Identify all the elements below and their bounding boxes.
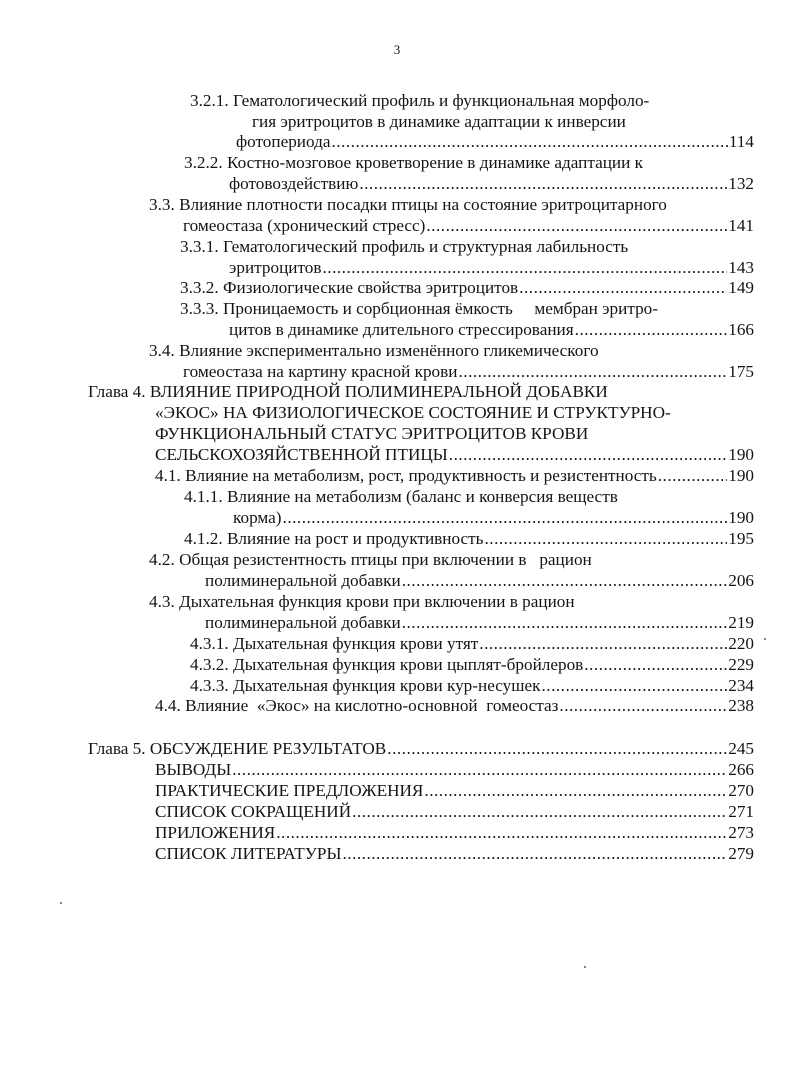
dot-leader — [402, 570, 728, 592]
toc-page-number: 190 — [728, 445, 754, 464]
toc-line-4-4 — [155, 695, 754, 717]
toc-page-number: 143 — [728, 258, 754, 277]
dot-leader — [424, 780, 727, 802]
toc-page-number: 219 — [728, 613, 754, 632]
dot-leader — [426, 215, 727, 237]
scan-speck — [584, 966, 586, 968]
toc-page-number: 238 — [728, 696, 754, 715]
toc-line-4-3-2 — [190, 654, 754, 676]
toc-references — [155, 843, 754, 865]
toc-appendices — [155, 822, 754, 844]
toc-entry-text: 3.4. Влияние экспериментально изменённого гликемического — [149, 341, 599, 360]
toc-line — [252, 111, 626, 133]
toc-entry-text: СПИСОК ЛИТЕРАТУРЫ — [155, 844, 342, 863]
toc-entry-text: 4.2. Общая резистентность птицы при включении в рацион — [149, 550, 592, 569]
toc-entry-text: корма) — [233, 508, 282, 527]
toc-conclusions — [155, 759, 754, 781]
scan-speck — [60, 902, 62, 904]
toc-line-3-2-2 — [184, 152, 643, 174]
dot-leader — [331, 131, 727, 153]
dot-leader — [575, 319, 728, 341]
toc-line — [229, 257, 754, 279]
toc-entry-text: гомеостаза (хронический стресс) — [183, 216, 426, 235]
toc-entry-text: 4.1.1. Влияние на метаболизм (баланс и конверсия веществ — [184, 487, 618, 506]
toc-page-number: 234 — [728, 676, 754, 695]
toc-line-3-3-2 — [180, 277, 754, 299]
dot-leader — [541, 675, 727, 697]
toc-line — [183, 215, 754, 237]
toc-entry-text: цитов в динамике длительного стрессирования — [229, 320, 574, 339]
toc-page-number: 149 — [728, 278, 754, 297]
toc-line — [205, 570, 754, 592]
toc-entry-text: 3.2.2. Костно-мозговое кроветворение в динамике адаптации к — [184, 153, 643, 172]
dot-leader — [387, 738, 727, 760]
toc-entry-text: 4.3.3. Дыхательная функция крови кур-несушек — [190, 676, 541, 695]
toc-line-3-3 — [149, 194, 667, 216]
toc-entry-text: 3.3.1. Гематологический профиль и структурная лабильность — [180, 237, 629, 256]
toc-line-3-2-1 — [190, 90, 649, 112]
toc-entry-text: гомеостаза на картину красной крови — [183, 362, 458, 381]
toc-entry-text: 3.3.3. Проницаемость и сорбционная ёмкость мембран эритро- — [180, 299, 658, 318]
toc-entry-text: ПРАКТИЧЕСКИЕ ПРЕДЛОЖЕНИЯ — [155, 781, 424, 800]
toc-page-number: 195 — [728, 529, 754, 548]
toc-page-number: 279 — [728, 844, 754, 863]
toc-page-number: 190 — [728, 466, 754, 485]
toc-entry-text: 3.3. Влияние плотности посадки птицы на состояние эритроцитарного — [149, 195, 667, 214]
toc-page-number: 266 — [728, 760, 754, 779]
dot-leader — [352, 801, 727, 823]
toc-page-number: 245 — [728, 739, 754, 758]
toc-line — [229, 319, 754, 341]
toc-practical-proposals — [155, 780, 754, 802]
dot-leader — [519, 277, 727, 299]
dot-leader — [359, 173, 727, 195]
toc-entry-text: 4.1. Влияние на метаболизм, рост, продуктивность и резистентность — [155, 466, 657, 485]
toc-page-number: 273 — [728, 823, 754, 842]
toc-line-4-1-2 — [184, 528, 754, 550]
toc-entry-text: 4.3.2. Дыхательная функция крови цыплят-бройлеров — [190, 655, 584, 674]
toc-page-number: 206 — [728, 571, 754, 590]
dot-leader — [559, 695, 727, 717]
toc-entry-text: СЕЛЬСКОХОЗЯЙСТВЕННОЙ ПТИЦЫ — [155, 445, 448, 464]
toc-entry-text: полиминеральной добавки — [205, 571, 401, 590]
dot-leader — [283, 507, 728, 529]
dot-leader — [342, 843, 727, 865]
toc-page-number: 175 — [728, 362, 754, 381]
toc-page-number: 229 — [728, 655, 754, 674]
toc-line — [236, 131, 754, 153]
toc-entry-text: 4.3.1. Дыхательная функция крови утят — [190, 634, 479, 653]
toc-page-number: 190 — [728, 508, 754, 527]
toc-line — [233, 507, 754, 529]
toc-entry-text: гия эритроцитов в динамике адаптации к инверсии — [252, 112, 626, 131]
dot-leader — [322, 257, 727, 279]
dot-leader — [232, 759, 727, 781]
toc-line-4-3-1 — [190, 633, 754, 655]
toc-page-number: 114 — [728, 132, 754, 151]
toc-line-4-3-3 — [190, 675, 754, 697]
toc-page-number: 166 — [728, 320, 754, 339]
toc-entry-text: ФУНКЦИОНАЛЬНЫЙ СТАТУС ЭРИТРОЦИТОВ КРОВИ — [155, 424, 589, 443]
dot-leader — [484, 528, 727, 550]
toc-entry-text: ВЫВОДЫ — [155, 760, 232, 779]
toc-entry-text: ПРИЛОЖЕНИЯ — [155, 823, 276, 842]
toc-page-number: 132 — [728, 174, 754, 193]
dot-leader — [402, 612, 728, 634]
toc-page-number: 220 — [728, 634, 754, 653]
toc-entry-text: «ЭКОС» НА ФИЗИОЛОГИЧЕСКОЕ СОСТОЯНИЕ И СТРУКТУРНО- — [155, 403, 671, 422]
toc-line — [155, 423, 588, 445]
toc-page-number: 141 — [728, 216, 754, 235]
toc-entry-text: СПИСОК СОКРАЩЕНИЙ — [155, 802, 352, 821]
toc-abbreviations — [155, 801, 754, 823]
dot-leader — [658, 465, 727, 487]
toc-line-4-1-1 — [184, 486, 618, 508]
toc-page-number: 270 — [728, 781, 754, 800]
toc-line-4-2 — [149, 549, 592, 571]
toc-line-3-3-1 — [180, 236, 628, 258]
toc-entry-text: полиминеральной добавки — [205, 613, 401, 632]
dot-leader — [584, 654, 727, 676]
dot-leader — [458, 361, 727, 383]
toc-page-number: 271 — [728, 802, 754, 821]
toc-entry-text: Глава 4. ВЛИЯНИЕ ПРИРОДНОЙ ПОЛИМИНЕРАЛЬНОЙ ДОБАВКИ — [88, 382, 608, 401]
toc-entry-text: 4.3. Дыхательная функция крови при включении в рацион — [149, 592, 575, 611]
scan-speck — [764, 638, 766, 640]
page-number: 3 — [393, 42, 401, 57]
toc-line-4-1 — [155, 465, 754, 487]
toc-line-3-3-3 — [180, 298, 658, 320]
toc-entry-text: фотопериода — [236, 132, 331, 151]
toc-chapter-4 — [88, 381, 608, 403]
toc-entry-text: 4.4. Влияние «Экос» на кислотно-основной гомеостаз — [155, 696, 559, 715]
toc-chapter-5 — [88, 738, 754, 760]
dot-leader — [276, 822, 727, 844]
toc-line — [229, 173, 754, 195]
toc-entry-text: фотовоздействию — [229, 174, 359, 193]
toc-entry-text: Глава 5. ОБСУЖДЕНИЕ РЕЗУЛЬТАТОВ — [88, 739, 387, 758]
toc-entry-text: 3.3.2. Физиологические свойства эритроцитов — [180, 278, 519, 297]
dot-leader — [449, 444, 727, 466]
toc-line — [155, 402, 671, 424]
toc-line — [155, 444, 754, 466]
toc-entry-text: эритроцитов — [229, 258, 322, 277]
toc-line-4-3 — [149, 591, 575, 613]
toc-line-3-4 — [149, 340, 599, 362]
toc-line — [183, 361, 754, 383]
dot-leader — [479, 633, 727, 655]
toc-entry-text: 3.2.1. Гематологический профиль и функциональная морфоло- — [190, 91, 650, 110]
toc-entry-text: 4.1.2. Влияние на рост и продуктивность — [184, 529, 484, 548]
toc-line — [205, 612, 754, 634]
